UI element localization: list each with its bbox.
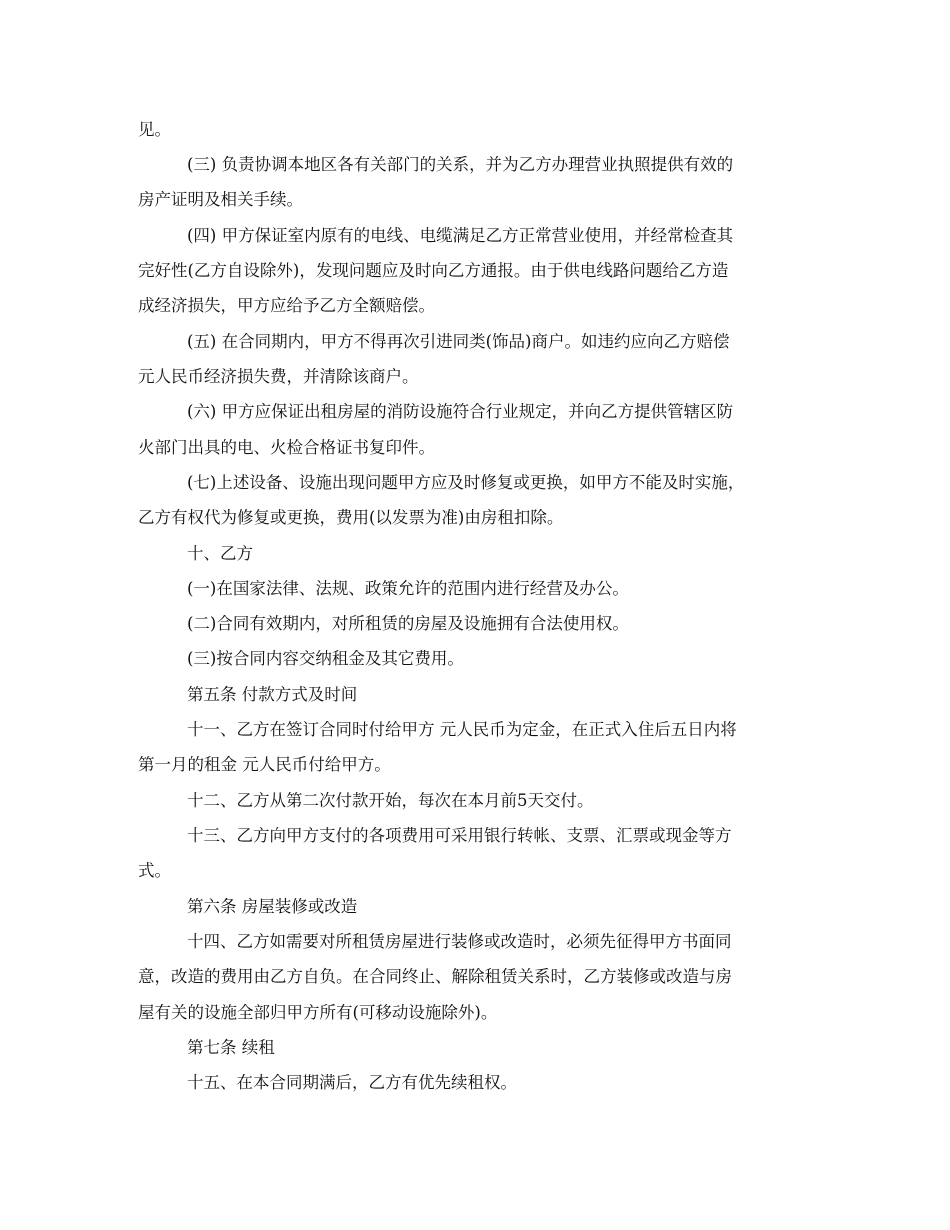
text-line: (七)上述设备、设施出现问题甲方应及时修复或更换，如甲方不能及时实施， xyxy=(187,473,745,492)
text-line: 元人民币经济损失费，并清除该商户。 xyxy=(138,367,419,386)
text-line: 意，改造的费用由乙方自负。在合同终止、解除租赁关系时，乙方装修或改造与房 xyxy=(138,967,732,986)
section-heading: 第七条 续租 xyxy=(187,1038,275,1057)
text-line: (二)合同有效期内，对所租赁的房屋及设施拥有合法使用权。 xyxy=(187,614,629,633)
text-line: 屋有关的设施全部归甲方所有(可移动设施除外)。 xyxy=(138,1003,498,1022)
text-line: (六) 甲方应保证出租房屋的消防设施符合行业规定，并向乙方提供管辖区防 xyxy=(187,402,734,421)
text-line: 火部门出具的电、火检合格证书复印件。 xyxy=(138,438,435,457)
text-line: 房产证明及相关手续。 xyxy=(138,190,303,209)
section-heading: 第五条 付款方式及时间 xyxy=(187,685,358,704)
text-line: (三)按合同内容交纳租金及其它费用。 xyxy=(187,649,464,668)
text-line: 成经济损失，甲方应给予乙方全额赔偿。 xyxy=(138,296,435,315)
text-line: 见。 xyxy=(138,120,171,139)
section-heading: 十、乙方 xyxy=(187,544,253,563)
text-line: 十一、乙方在签订合同时付给甲方 元人民币为定金，在正式入住后五日内将 xyxy=(187,720,737,739)
text-line: 十二、乙方从第二次付款开始，每次在本月前5天交付。 xyxy=(187,791,594,810)
text-line: 乙方有权代为修复或更换，费用(以发票为准)由房租扣除。 xyxy=(138,508,564,527)
text-line: 十五、在本合同期满后，乙方有优先续租权。 xyxy=(187,1073,517,1092)
text-line: (三) 负责协调本地区各有关部门的关系，并为乙方办理营业执照提供有效的 xyxy=(187,155,734,174)
text-line: (五) 在合同期内，甲方不得再次引进同类(饰品)商户。如违约应向乙方赔偿 xyxy=(187,332,730,351)
text-line: 十三、乙方向甲方支付的各项费用可采用银行转帐、支票、汇票或现金等方 xyxy=(187,826,732,845)
text-line: 完好性(乙方自设除外)，发现问题应及时向乙方通报。由于供电线路问题给乙方造 xyxy=(138,261,729,280)
section-heading: 第六条 房屋装修或改造 xyxy=(187,897,358,916)
text-line: 第一月的租金 元人民币付给甲方。 xyxy=(138,755,391,774)
text-line: (一)在国家法律、法规、政策允许的范围内进行经营及办公。 xyxy=(187,579,629,598)
text-line: 十四、乙方如需要对所租赁房屋进行装修或改造时，必须先征得甲方书面同 xyxy=(187,932,732,951)
text-line: 式。 xyxy=(138,861,171,880)
text-line: (四) 甲方保证室内原有的电线、电缆满足乙方正常营业使用，并经常检查其 xyxy=(187,226,734,245)
